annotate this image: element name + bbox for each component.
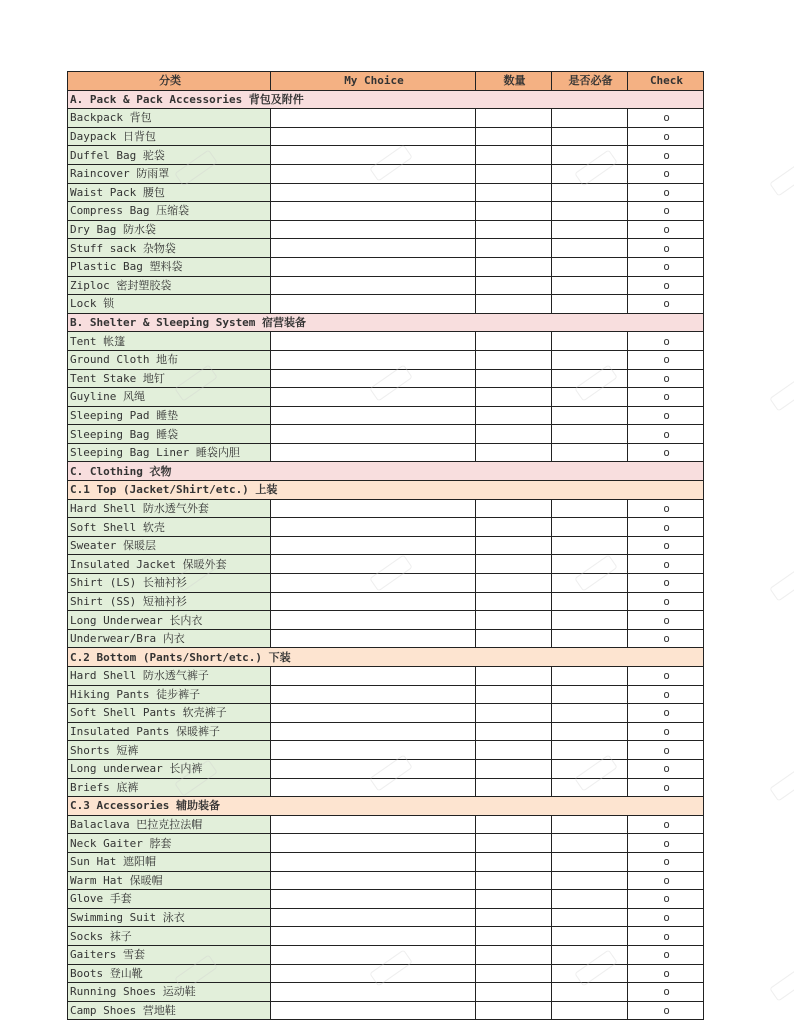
- check-circle-icon[interactable]: o: [628, 759, 704, 778]
- subsection-row: [68, 797, 704, 816]
- quantity-cell[interactable]: [476, 592, 552, 611]
- my-choice-cell[interactable]: [271, 778, 476, 797]
- table-row: [68, 945, 704, 964]
- my-choice-cell[interactable]: [271, 759, 476, 778]
- my-choice-cell[interactable]: [271, 388, 476, 407]
- item-name-cell: Briefs 底裤: [68, 778, 271, 797]
- my-choice-cell[interactable]: [271, 443, 476, 462]
- section-row: [68, 313, 704, 332]
- item-name-cell: Ziploc 密封塑胶袋: [68, 276, 271, 295]
- check-circle-icon[interactable]: o: [628, 239, 704, 258]
- my-choice-cell[interactable]: [271, 109, 476, 128]
- col-header-category: 分类: [68, 72, 271, 91]
- item-name-cell: Gaiters 雪套: [68, 945, 271, 964]
- quantity-cell[interactable]: [476, 536, 552, 555]
- check-circle-icon[interactable]: o: [628, 499, 704, 518]
- my-choice-cell[interactable]: [271, 499, 476, 518]
- required-cell[interactable]: [552, 871, 628, 890]
- required-cell[interactable]: [552, 685, 628, 704]
- my-choice-cell[interactable]: [271, 239, 476, 258]
- quantity-cell[interactable]: [476, 629, 552, 648]
- table-row: [68, 1001, 704, 1020]
- check-circle-icon[interactable]: o: [628, 518, 704, 537]
- required-cell[interactable]: [552, 146, 628, 165]
- my-choice-cell[interactable]: [271, 685, 476, 704]
- table-row: [68, 667, 704, 686]
- section-row: [68, 462, 704, 481]
- check-circle-icon[interactable]: o: [628, 295, 704, 314]
- table-row: [68, 239, 704, 258]
- table-row: [68, 759, 704, 778]
- item-name-cell: Backpack 背包: [68, 109, 271, 128]
- check-circle-icon[interactable]: o: [628, 611, 704, 630]
- item-name-cell: Soft Shell 软壳: [68, 518, 271, 537]
- table-row: [68, 202, 704, 221]
- table-row: [68, 276, 704, 295]
- check-circle-icon[interactable]: o: [628, 722, 704, 741]
- item-name-cell: Shirt (SS) 短袖衬衫: [68, 592, 271, 611]
- gear-checklist-body: [68, 72, 704, 1020]
- required-cell[interactable]: [552, 945, 628, 964]
- required-cell[interactable]: [552, 295, 628, 314]
- item-name-cell: Daypack 日背包: [68, 127, 271, 146]
- table-row: [68, 295, 704, 314]
- my-choice-cell[interactable]: [271, 592, 476, 611]
- check-circle-icon[interactable]: o: [628, 257, 704, 276]
- required-cell[interactable]: [552, 834, 628, 853]
- required-cell[interactable]: [552, 704, 628, 723]
- table-row: [68, 629, 704, 648]
- my-choice-cell[interactable]: [271, 536, 476, 555]
- my-choice-cell[interactable]: [271, 611, 476, 630]
- item-name-cell: Underwear/Bra 内衣: [68, 629, 271, 648]
- table-row: [68, 350, 704, 369]
- my-choice-cell[interactable]: [271, 295, 476, 314]
- required-cell[interactable]: [552, 536, 628, 555]
- quantity-cell[interactable]: [476, 239, 552, 258]
- my-choice-cell[interactable]: [271, 667, 476, 686]
- my-choice-cell[interactable]: [271, 945, 476, 964]
- table-row: [68, 611, 704, 630]
- required-cell[interactable]: [552, 927, 628, 946]
- my-choice-cell[interactable]: [271, 146, 476, 165]
- my-choice-cell[interactable]: [271, 350, 476, 369]
- required-cell[interactable]: [552, 667, 628, 686]
- check-circle-icon[interactable]: o: [628, 704, 704, 723]
- required-cell[interactable]: [552, 164, 628, 183]
- check-circle-icon[interactable]: o: [628, 983, 704, 1002]
- my-choice-cell[interactable]: [271, 406, 476, 425]
- my-choice-cell[interactable]: [271, 704, 476, 723]
- my-choice-cell[interactable]: [271, 220, 476, 239]
- quantity-cell[interactable]: [476, 908, 552, 927]
- check-circle-icon[interactable]: o: [628, 202, 704, 221]
- my-choice-cell[interactable]: [271, 722, 476, 741]
- my-choice-cell[interactable]: [271, 908, 476, 927]
- item-name-cell: Compress Bag 压缩袋: [68, 202, 271, 221]
- required-cell[interactable]: [552, 109, 628, 128]
- item-name-cell: Boots 登山靴: [68, 964, 271, 983]
- watermark-mark: [769, 764, 794, 801]
- quantity-cell[interactable]: [476, 704, 552, 723]
- subsection-row: [68, 648, 704, 667]
- table-row: [68, 890, 704, 909]
- gear-checklist-table: [67, 71, 704, 1020]
- required-cell[interactable]: [552, 499, 628, 518]
- my-choice-cell[interactable]: [271, 276, 476, 295]
- table-row: [68, 536, 704, 555]
- check-circle-icon[interactable]: o: [628, 964, 704, 983]
- section-title: A. Pack & Pack Accessories 背包及附件: [68, 90, 704, 109]
- required-cell[interactable]: [552, 183, 628, 202]
- table-row: [68, 592, 704, 611]
- table-row: [68, 852, 704, 871]
- my-choice-cell[interactable]: [271, 629, 476, 648]
- item-name-cell: Sleeping Pad 睡垫: [68, 406, 271, 425]
- table-row: [68, 146, 704, 165]
- quantity-cell[interactable]: [476, 722, 552, 741]
- required-cell[interactable]: [552, 964, 628, 983]
- my-choice-cell[interactable]: [271, 518, 476, 537]
- item-name-cell: Guyline 风绳: [68, 388, 271, 407]
- check-circle-icon[interactable]: o: [628, 332, 704, 351]
- item-name-cell: Warm Hat 保暖帽: [68, 871, 271, 890]
- item-name-cell: Raincover 防雨罩: [68, 164, 271, 183]
- table-row: [68, 369, 704, 388]
- section-title: C. Clothing 衣物: [68, 462, 704, 481]
- quantity-cell[interactable]: [476, 164, 552, 183]
- item-name-cell: Sleeping Bag 睡袋: [68, 425, 271, 444]
- quantity-cell[interactable]: [476, 406, 552, 425]
- quantity-cell[interactable]: [476, 667, 552, 686]
- required-cell[interactable]: [552, 574, 628, 593]
- check-circle-icon[interactable]: o: [628, 555, 704, 574]
- my-choice-cell[interactable]: [271, 574, 476, 593]
- item-name-cell: Lock 锁: [68, 295, 271, 314]
- required-cell[interactable]: [552, 592, 628, 611]
- quantity-cell[interactable]: [476, 443, 552, 462]
- my-choice-cell[interactable]: [271, 852, 476, 871]
- my-choice-cell[interactable]: [271, 1001, 476, 1020]
- required-cell[interactable]: [552, 350, 628, 369]
- quantity-cell[interactable]: [476, 332, 552, 351]
- section-title: B. Shelter & Sleeping System 宿营装备: [68, 313, 704, 332]
- item-name-cell: Balaclava 巴拉克拉法帽: [68, 815, 271, 834]
- table-row: [68, 685, 704, 704]
- check-circle-icon[interactable]: o: [628, 574, 704, 593]
- subsection-row: [68, 481, 704, 500]
- check-circle-icon[interactable]: o: [628, 109, 704, 128]
- subsection-title: C.1 Top (Jacket/Shirt/etc.) 上装: [68, 481, 704, 500]
- item-name-cell: Ground Cloth 地布: [68, 350, 271, 369]
- required-cell[interactable]: [552, 127, 628, 146]
- check-circle-icon[interactable]: o: [628, 667, 704, 686]
- check-circle-icon[interactable]: o: [628, 908, 704, 927]
- item-name-cell: Waist Pack 腰包: [68, 183, 271, 202]
- table-row: [68, 704, 704, 723]
- my-choice-cell[interactable]: [271, 890, 476, 909]
- item-name-cell: Soft Shell Pants 软壳裤子: [68, 704, 271, 723]
- section-row: [68, 90, 704, 109]
- check-circle-icon[interactable]: o: [628, 406, 704, 425]
- required-cell[interactable]: [552, 332, 628, 351]
- table-row: [68, 518, 704, 537]
- required-cell[interactable]: [552, 611, 628, 630]
- quantity-cell[interactable]: [476, 425, 552, 444]
- check-circle-icon[interactable]: o: [628, 164, 704, 183]
- check-circle-icon[interactable]: o: [628, 183, 704, 202]
- header-row: [68, 72, 704, 91]
- my-choice-cell[interactable]: [271, 202, 476, 221]
- col-header-check: Check: [628, 72, 704, 91]
- required-cell[interactable]: [552, 778, 628, 797]
- col-header-quantity: 数量: [476, 72, 552, 91]
- my-choice-cell[interactable]: [271, 741, 476, 760]
- quantity-cell[interactable]: [476, 276, 552, 295]
- my-choice-cell[interactable]: [271, 183, 476, 202]
- my-choice-cell[interactable]: [271, 871, 476, 890]
- check-circle-icon[interactable]: o: [628, 592, 704, 611]
- quantity-cell[interactable]: [476, 741, 552, 760]
- check-circle-icon[interactable]: o: [628, 852, 704, 871]
- quantity-cell[interactable]: [476, 109, 552, 128]
- table-row: [68, 499, 704, 518]
- watermark-mark: [769, 964, 794, 1001]
- item-name-cell: Hiking Pants 徒步裤子: [68, 685, 271, 704]
- quantity-cell[interactable]: [476, 685, 552, 704]
- my-choice-cell[interactable]: [271, 834, 476, 853]
- my-choice-cell[interactable]: [271, 257, 476, 276]
- required-cell[interactable]: [552, 202, 628, 221]
- quantity-cell[interactable]: [476, 945, 552, 964]
- required-cell[interactable]: [552, 518, 628, 537]
- item-name-cell: Tent Stake 地钉: [68, 369, 271, 388]
- check-circle-icon[interactable]: o: [628, 629, 704, 648]
- my-choice-cell[interactable]: [271, 369, 476, 388]
- item-name-cell: Sweater 保暖层: [68, 536, 271, 555]
- my-choice-cell[interactable]: [271, 555, 476, 574]
- watermark-mark: [769, 374, 794, 411]
- quantity-cell[interactable]: [476, 983, 552, 1002]
- check-circle-icon[interactable]: o: [628, 871, 704, 890]
- quantity-cell[interactable]: [476, 202, 552, 221]
- table-row: [68, 964, 704, 983]
- check-circle-icon[interactable]: o: [628, 685, 704, 704]
- col-header-required: 是否必备: [552, 72, 628, 91]
- quantity-cell[interactable]: [476, 815, 552, 834]
- check-circle-icon[interactable]: o: [628, 1001, 704, 1020]
- item-name-cell: Neck Gaiter 脖套: [68, 834, 271, 853]
- check-circle-icon[interactable]: o: [628, 146, 704, 165]
- subsection-title: C.3 Accessories 辅助装备: [68, 797, 704, 816]
- quantity-cell[interactable]: [476, 257, 552, 276]
- required-cell[interactable]: [552, 629, 628, 648]
- required-cell[interactable]: [552, 257, 628, 276]
- quantity-cell[interactable]: [476, 146, 552, 165]
- required-cell[interactable]: [552, 425, 628, 444]
- quantity-cell[interactable]: [476, 1001, 552, 1020]
- required-cell[interactable]: [552, 555, 628, 574]
- item-name-cell: Socks 袜子: [68, 927, 271, 946]
- quantity-cell[interactable]: [476, 183, 552, 202]
- item-name-cell: Insulated Pants 保暖裤子: [68, 722, 271, 741]
- table-row: [68, 425, 704, 444]
- required-cell[interactable]: [552, 1001, 628, 1020]
- check-circle-icon[interactable]: o: [628, 741, 704, 760]
- table-row: [68, 127, 704, 146]
- required-cell[interactable]: [552, 276, 628, 295]
- my-choice-cell[interactable]: [271, 964, 476, 983]
- item-name-cell: Tent 帐篷: [68, 332, 271, 351]
- table-row: [68, 257, 704, 276]
- table-row: [68, 834, 704, 853]
- quantity-cell[interactable]: [476, 871, 552, 890]
- my-choice-cell[interactable]: [271, 983, 476, 1002]
- item-name-cell: Long underwear 长内裤: [68, 759, 271, 778]
- quantity-cell[interactable]: [476, 759, 552, 778]
- quantity-cell[interactable]: [476, 574, 552, 593]
- table-row: [68, 741, 704, 760]
- item-name-cell: Duffel Bag 驼袋: [68, 146, 271, 165]
- my-choice-cell[interactable]: [271, 332, 476, 351]
- table-row: [68, 778, 704, 797]
- item-name-cell: Stuff sack 杂物袋: [68, 239, 271, 258]
- required-cell[interactable]: [552, 890, 628, 909]
- item-name-cell: Long Underwear 长内衣: [68, 611, 271, 630]
- check-circle-icon[interactable]: o: [628, 927, 704, 946]
- quantity-cell[interactable]: [476, 369, 552, 388]
- quantity-cell[interactable]: [476, 964, 552, 983]
- item-name-cell: Insulated Jacket 保暖外套: [68, 555, 271, 574]
- watermark-mark: [769, 564, 794, 601]
- table-row: [68, 815, 704, 834]
- quantity-cell[interactable]: [476, 220, 552, 239]
- quantity-cell[interactable]: [476, 927, 552, 946]
- quantity-cell[interactable]: [476, 611, 552, 630]
- item-name-cell: Glove 手套: [68, 890, 271, 909]
- table-row: [68, 388, 704, 407]
- table-row: [68, 183, 704, 202]
- required-cell[interactable]: [552, 722, 628, 741]
- check-circle-icon[interactable]: o: [628, 369, 704, 388]
- required-cell[interactable]: [552, 852, 628, 871]
- required-cell[interactable]: [552, 239, 628, 258]
- item-name-cell: Swimming Suit 泳衣: [68, 908, 271, 927]
- table-row: [68, 908, 704, 927]
- quantity-cell[interactable]: [476, 555, 552, 574]
- required-cell[interactable]: [552, 406, 628, 425]
- check-circle-icon[interactable]: o: [628, 276, 704, 295]
- item-name-cell: Plastic Bag 塑料袋: [68, 257, 271, 276]
- quantity-cell[interactable]: [476, 890, 552, 909]
- quantity-cell[interactable]: [476, 295, 552, 314]
- required-cell[interactable]: [552, 443, 628, 462]
- item-name-cell: Sleeping Bag Liner 睡袋内胆: [68, 443, 271, 462]
- col-header-my-choice: My Choice: [271, 72, 476, 91]
- my-choice-cell[interactable]: [271, 164, 476, 183]
- check-circle-icon[interactable]: o: [628, 220, 704, 239]
- table-row: [68, 983, 704, 1002]
- table-row: [68, 220, 704, 239]
- check-circle-icon[interactable]: o: [628, 815, 704, 834]
- table-row: [68, 332, 704, 351]
- quantity-cell[interactable]: [476, 350, 552, 369]
- item-name-cell: Dry Bag 防水袋: [68, 220, 271, 239]
- table-row: [68, 722, 704, 741]
- subsection-title: C.2 Bottom (Pants/Short/etc.) 下装: [68, 648, 704, 667]
- table-row: [68, 927, 704, 946]
- quantity-cell[interactable]: [476, 127, 552, 146]
- required-cell[interactable]: [552, 369, 628, 388]
- table-row: [68, 406, 704, 425]
- check-circle-icon[interactable]: o: [628, 945, 704, 964]
- my-choice-cell[interactable]: [271, 425, 476, 444]
- check-circle-icon[interactable]: o: [628, 834, 704, 853]
- check-circle-icon[interactable]: o: [628, 536, 704, 555]
- check-circle-icon[interactable]: o: [628, 443, 704, 462]
- required-cell[interactable]: [552, 983, 628, 1002]
- required-cell[interactable]: [552, 741, 628, 760]
- my-choice-cell[interactable]: [271, 815, 476, 834]
- required-cell[interactable]: [552, 908, 628, 927]
- item-name-cell: Running Shoes 运动鞋: [68, 983, 271, 1002]
- check-circle-icon[interactable]: o: [628, 350, 704, 369]
- check-circle-icon[interactable]: o: [628, 890, 704, 909]
- required-cell[interactable]: [552, 759, 628, 778]
- item-name-cell: Hard Shell 防水透气外套: [68, 499, 271, 518]
- watermark-mark: [769, 159, 794, 196]
- check-circle-icon[interactable]: o: [628, 388, 704, 407]
- quantity-cell[interactable]: [476, 834, 552, 853]
- table-row: [68, 164, 704, 183]
- table-row: [68, 574, 704, 593]
- table-row: [68, 555, 704, 574]
- item-name-cell: Shorts 短裤: [68, 741, 271, 760]
- table-row: [68, 109, 704, 128]
- required-cell[interactable]: [552, 388, 628, 407]
- item-name-cell: Shirt (LS) 长袖衬衫: [68, 574, 271, 593]
- check-circle-icon[interactable]: o: [628, 425, 704, 444]
- item-name-cell: Camp Shoes 营地鞋: [68, 1001, 271, 1020]
- quantity-cell[interactable]: [476, 778, 552, 797]
- my-choice-cell[interactable]: [271, 927, 476, 946]
- required-cell[interactable]: [552, 220, 628, 239]
- quantity-cell[interactable]: [476, 499, 552, 518]
- check-circle-icon[interactable]: o: [628, 127, 704, 146]
- quantity-cell[interactable]: [476, 852, 552, 871]
- required-cell[interactable]: [552, 815, 628, 834]
- item-name-cell: Sun Hat 遮阳帽: [68, 852, 271, 871]
- table-row: [68, 443, 704, 462]
- table-row: [68, 871, 704, 890]
- item-name-cell: Hard Shell 防水透气裤子: [68, 667, 271, 686]
- quantity-cell[interactable]: [476, 518, 552, 537]
- my-choice-cell[interactable]: [271, 127, 476, 146]
- quantity-cell[interactable]: [476, 388, 552, 407]
- check-circle-icon[interactable]: o: [628, 778, 704, 797]
